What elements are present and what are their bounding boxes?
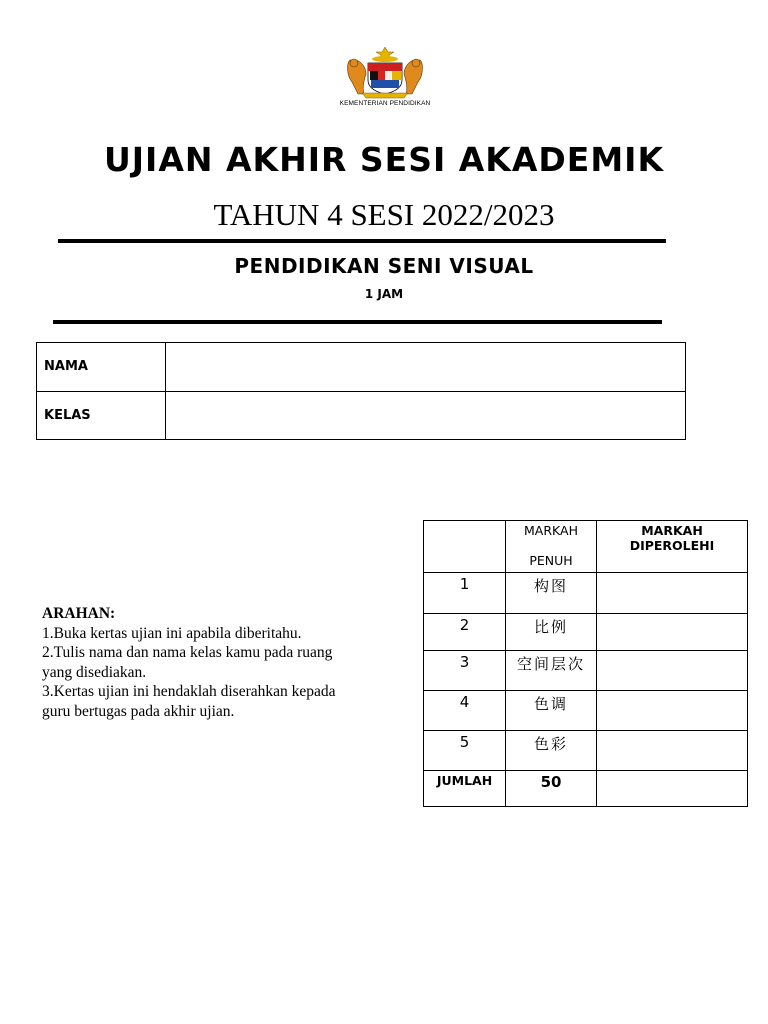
student-info-table (36, 342, 686, 440)
exam-title: UJIAN AKHIR SESI AKADEMIK (103, 140, 665, 179)
row-item: 色彩 (506, 731, 597, 771)
total-full-marks: 50 (506, 771, 597, 807)
instruction-item: 2.Tulis nama dan nama kelas kamu pada ruang yang disediakan. (42, 644, 333, 681)
row-number: 3 (424, 651, 506, 691)
instructions-heading: ARAHAN: (42, 605, 116, 622)
marks-row (424, 691, 748, 731)
marks-table (423, 520, 748, 807)
marks-header-row (424, 521, 748, 573)
class-label: KELAS (37, 391, 166, 440)
total-label: JUMLAH (424, 771, 506, 807)
row-item: 色调 (506, 691, 597, 731)
row-obtained-field[interactable] (597, 614, 748, 651)
row-number: 1 (424, 573, 506, 614)
ministry-name: KEMENTERIAN PENDIDIKAN (339, 100, 431, 107)
row-number: 4 (424, 691, 506, 731)
row-number: 2 (424, 614, 506, 651)
ministry-crest-logo (344, 46, 426, 100)
name-field[interactable] (166, 343, 686, 392)
row-obtained-field[interactable] (597, 691, 748, 731)
row-obtained-field[interactable] (597, 731, 748, 771)
divider-top (58, 239, 666, 243)
class-field[interactable] (166, 391, 686, 440)
marks-row (424, 731, 748, 771)
header-full-marks-line1: MARKAH (524, 523, 578, 538)
marks-row (424, 573, 748, 614)
name-label: NAMA (37, 343, 166, 392)
year-session: TAHUN 4 SESI 2022/2023 (213, 197, 555, 232)
row-number: 5 (424, 731, 506, 771)
row-item: 空间层次 (506, 651, 597, 691)
header-empty-cell (424, 521, 506, 573)
header-obtained-marks: MARKAH DIPEROLEHI (597, 521, 748, 573)
instruction-item: 3.Kertas ujian ini hendaklah diserahkan kepada guru bertugas pada akhir ujian. (42, 683, 336, 720)
exam-duration: 1 JAM (364, 287, 404, 301)
marks-row (424, 651, 748, 691)
instruction-item: 1.Buka kertas ujian ini apabila diberitahu. (42, 624, 302, 642)
name-row (37, 343, 686, 392)
row-item: 构图 (506, 573, 597, 614)
row-item: 比例 (506, 614, 597, 651)
class-row (37, 391, 686, 440)
subject-name: PENDIDIKAN SENI VISUAL (234, 254, 534, 278)
marks-row (424, 614, 748, 651)
total-obtained-field[interactable] (597, 771, 748, 807)
instructions-block (42, 604, 362, 721)
row-obtained-field[interactable] (597, 573, 748, 614)
header-full-marks-line2: PENUH (529, 553, 573, 568)
row-obtained-field[interactable] (597, 651, 748, 691)
header-full-marks (506, 521, 597, 573)
divider-bottom (53, 320, 662, 324)
total-row (424, 771, 748, 807)
